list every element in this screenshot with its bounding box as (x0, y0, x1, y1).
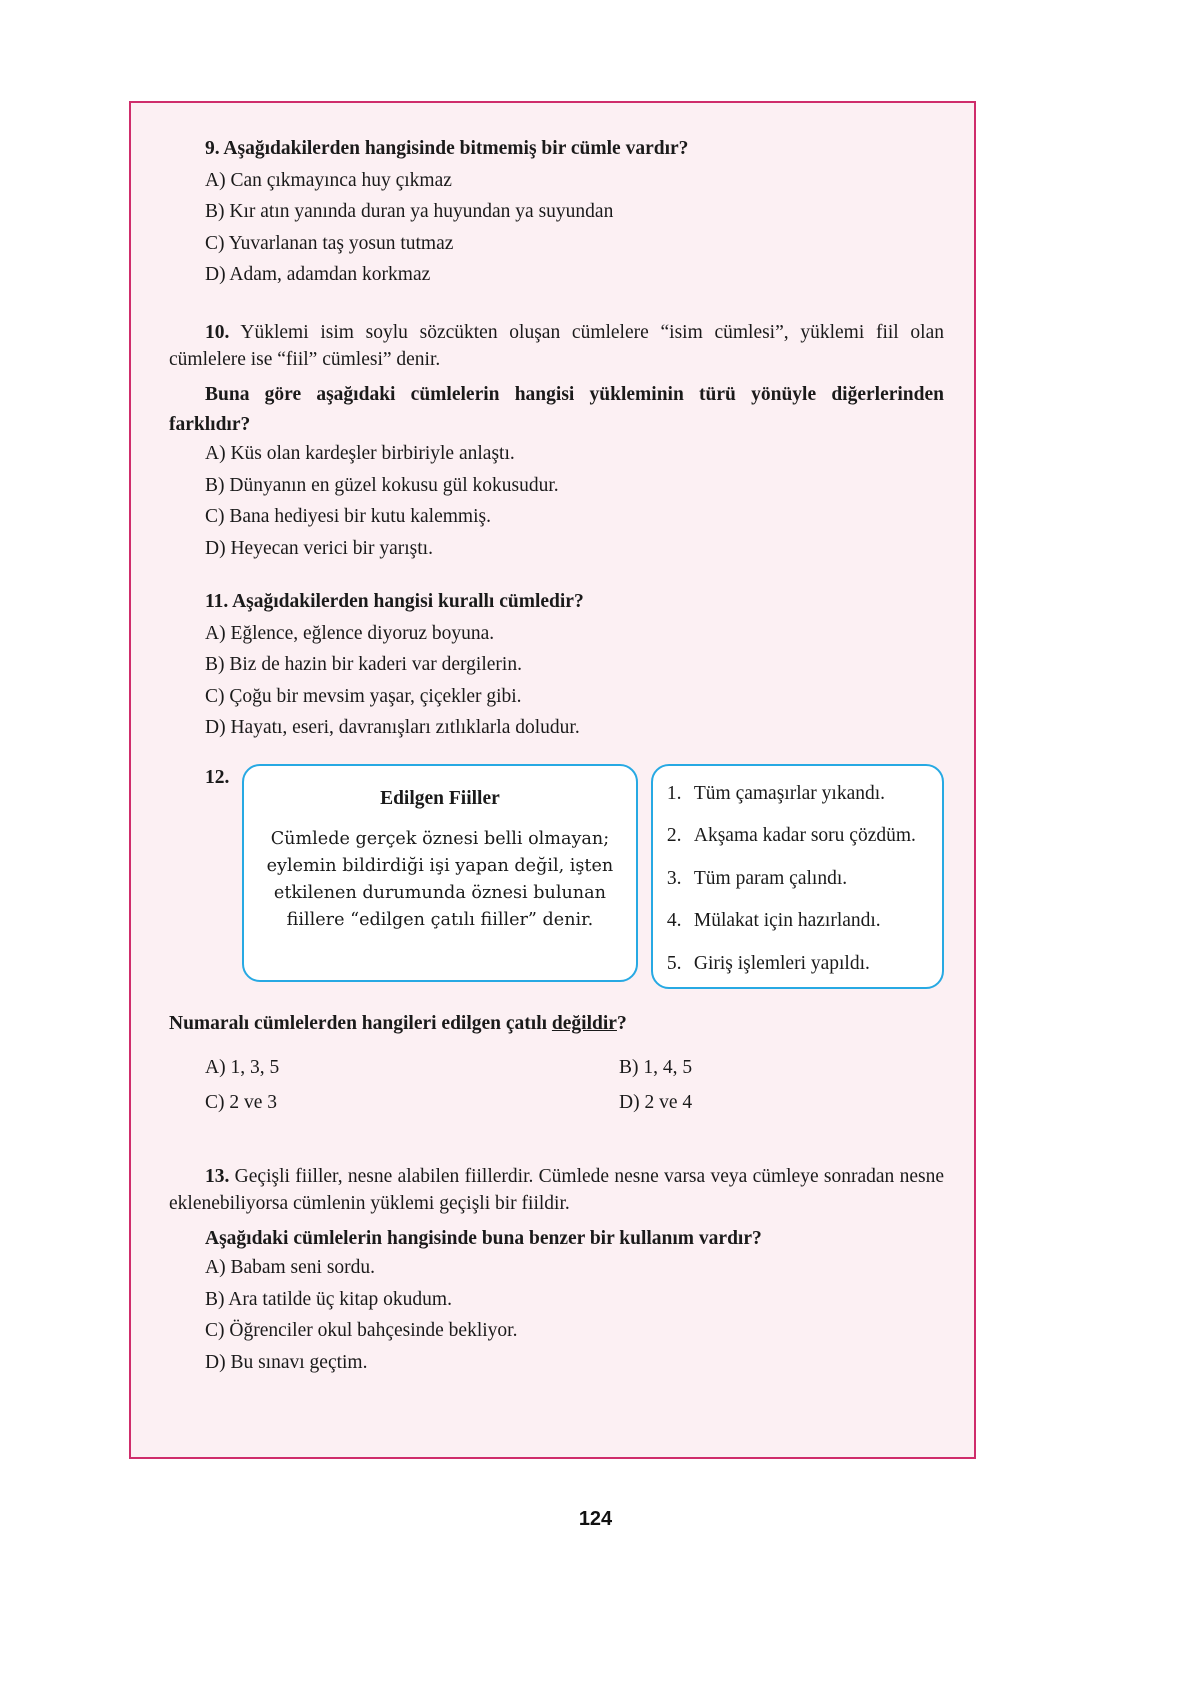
question-11-stem: 11. Aşağıdakilerden hangisi kurallı cümledir? (205, 591, 584, 613)
question-9-stem: 9. Aşağıdakilerden hangisinde bitmemiş bir cümle vardır? (205, 138, 689, 159)
numbered-sentence-4-number: 4. (666, 910, 682, 932)
question-12-prompt (169, 1009, 944, 1039)
numbered-sentences-box (651, 764, 944, 990)
numbered-sentence-1-number: 1. (666, 782, 682, 804)
question-12-option-b[interactable]: B) 1, 4, 5 (619, 1056, 693, 1078)
numbered-sentence-3 (667, 869, 930, 889)
question-11-option-b[interactable]: B) Biz de hazin bir kaderi var dergilerin. (205, 654, 522, 676)
question-12-boxes-row (169, 764, 944, 990)
question-13-intro (169, 1163, 944, 1218)
page-number: 124 (578, 1508, 613, 1530)
content-column (169, 139, 944, 1372)
numbered-sentence-1 (667, 784, 930, 804)
question-13 (169, 1163, 944, 1373)
question-10-intro-text: Yüklemi isim soylu sözcükten oluşan cümlelere “isim cümlesi”, yüklemi fiil olan cümlelere ise “fiil” cümlesi” denir. (169, 321, 945, 371)
question-12-options-row-1 (169, 1058, 944, 1078)
numbered-sentence-4-text: Mülakat için hazırlandı. (693, 910, 881, 932)
definition-box-body: Cümlede gerçek öznesi belli olmayan; eylemin bildirdiği işi yapan değil, işten etkilenen durumunda öznesi bulunan fiillere “edilgen çatılı fiiller” denir. (266, 829, 614, 930)
question-12-number: 12. (205, 766, 230, 788)
question-10-option-d[interactable]: D) Heyecan verici bir yarıştı. (205, 537, 433, 559)
spacer (169, 1129, 944, 1163)
numbered-sentence-5 (667, 954, 930, 974)
spacer (169, 989, 944, 1003)
question-13-option-c[interactable]: C) Öğrenciler okul bahçesinde bekliyor. (205, 1320, 518, 1342)
question-10-option-b[interactable]: B) Dünyanın en güzel kokusu gül kokusudur. (205, 474, 559, 496)
question-12-option-d[interactable]: D) 2 ve 4 (619, 1092, 693, 1114)
spacer (169, 285, 944, 319)
numbered-sentence-2-text: Akşama kadar soru çözdüm. (693, 825, 916, 847)
question-10-intro (169, 319, 944, 374)
question-11-option-c[interactable]: C) Çoğu bir mevsim yaşar, çiçekler gibi. (205, 685, 522, 707)
question-13-number: 13. (205, 1165, 230, 1187)
question-9-option-d[interactable]: D) Adam, adamdan korkmaz (205, 264, 431, 285)
question-12 (169, 764, 944, 1113)
numbered-sentence-5-number: 5. (666, 952, 682, 974)
numbered-sentence-1-text: Tüm çamaşırlar yıkandı. (693, 782, 886, 804)
question-12-options-row-2 (169, 1093, 944, 1113)
question-9-option-c[interactable]: C) Yuvarlanan taş yosun tutmaz (205, 232, 454, 254)
spacer (169, 738, 944, 764)
numbered-sentence-4 (667, 911, 930, 931)
numbered-sentence-2 (667, 826, 930, 846)
question-12-option-a[interactable]: A) 1, 3, 5 (205, 1056, 280, 1078)
question-9-option-b[interactable]: B) Kır atın yanında duran ya huyundan ya suyundan (205, 201, 614, 222)
spacer (169, 558, 944, 592)
question-11 (169, 592, 944, 738)
question-13-prompt: Aşağıdaki cümlelerin hangisinde buna benzer bir kullanım vardır? (205, 1227, 762, 1249)
question-12-prompt-part2: ? (616, 1013, 627, 1035)
definition-box-title: Edilgen Fiiller (380, 787, 500, 809)
question-13-intro-text: Geçişli fiiller, nesne alabilen fiillerdir. Cümlede nesne varsa veya cümleye sonradan nesne eklenebiliyorsa cümlenin yüklemi geçişli bir fiildir. (169, 1165, 944, 1215)
question-10 (169, 319, 944, 559)
question-11-option-d[interactable]: D) Hayatı, eseri, davranışları zıtlıklarla doludur. (205, 717, 580, 739)
question-10-option-a[interactable]: A) Küs olan kardeşler birbiriyle anlaştı. (205, 443, 515, 465)
question-9-option-a[interactable]: A) Can çıkmayınca huy çıkmaz (205, 169, 452, 191)
numbered-sentence-5-text: Giriş işlemleri yapıldı. (693, 952, 870, 974)
question-13-option-d[interactable]: D) Bu sınavı geçtim. (205, 1351, 368, 1373)
numbered-sentence-2-number: 2. (666, 825, 682, 847)
question-12-prompt-underlined: değildir (551, 1013, 617, 1035)
question-10-number: 10. (205, 321, 230, 343)
question-10-option-c[interactable]: C) Bana hediyesi bir kutu kalemmiş. (205, 506, 491, 528)
question-13-option-a[interactable]: A) Babam seni sordu. (205, 1257, 376, 1279)
definition-box (242, 764, 638, 982)
question-12-option-c[interactable]: C) 2 ve 3 (205, 1092, 278, 1114)
question-13-option-b[interactable]: B) Ara tatilde üç kitap okudum. (205, 1288, 452, 1310)
numbered-sentence-3-text: Tüm param çalındı. (693, 867, 848, 889)
numbered-sentence-3-number: 3. (666, 867, 682, 889)
question-12-prompt-part1: Numaralı cümlelerden hangileri edilgen çatılı (169, 1013, 552, 1035)
question-11-option-a[interactable]: A) Eğlence, eğlence diyoruz boyuna. (205, 622, 495, 644)
spacer (169, 1044, 944, 1058)
question-9 (169, 139, 944, 285)
content-frame (129, 101, 976, 1459)
question-10-prompt: Buna göre aşağıdaki cümlelerin hangisi yükleminin türü yönüyle diğerlerinden farklıdır? (169, 383, 944, 436)
